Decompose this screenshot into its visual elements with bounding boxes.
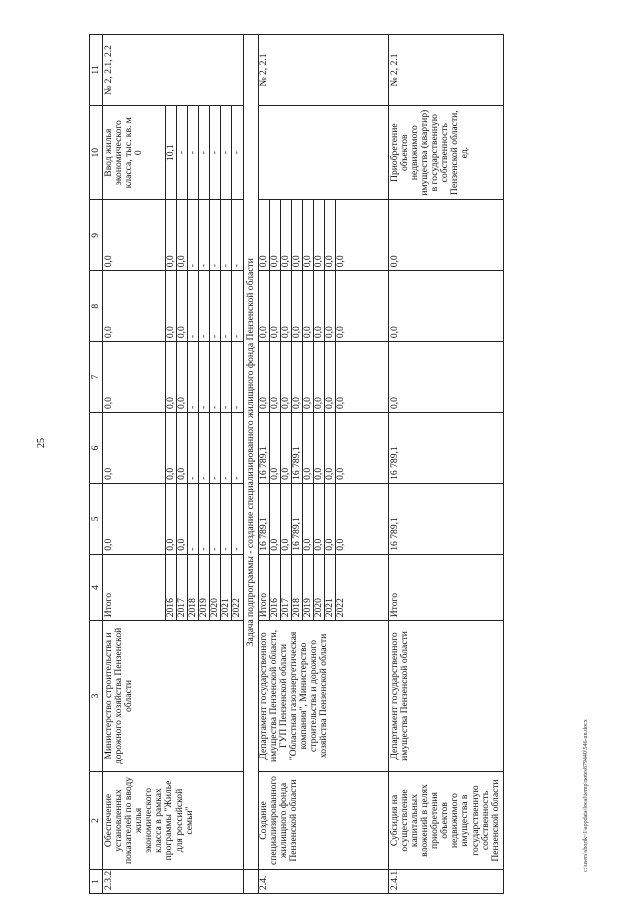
value-cell: 0,0 (177, 483, 188, 554)
col-header-11: 11 (90, 35, 103, 106)
task-row (243, 35, 258, 894)
value-cell: - (177, 105, 188, 199)
value-cell: - (199, 200, 210, 271)
row-number: 2.4. (258, 870, 388, 894)
file-path-footer: c:\users\sborik~1\appdata\local\temp\notes879440\546-un.docx (583, 719, 589, 872)
col-header-9: 9 (90, 200, 103, 271)
value-cell: 0,0 (313, 271, 324, 342)
value-cell: 0,0 (336, 342, 389, 413)
value-cell: 0,0 (324, 413, 335, 484)
value-cell: 10,1 (166, 105, 177, 199)
year-cell: 2021 (221, 554, 232, 621)
value-cell: 0,0 (313, 200, 324, 271)
col-header-10: 10 (90, 105, 103, 199)
measure-name: Создание специализированного жилищного фонда Пензенской области (258, 771, 388, 870)
value-cell: 16 789,1 (389, 483, 504, 554)
value-cell: 0,0 (269, 342, 280, 413)
value-cell: - (210, 200, 221, 271)
year-cell: 2018 (188, 554, 199, 621)
value-cell: - (210, 483, 221, 554)
table-row (389, 35, 504, 894)
value-cell: - (199, 342, 210, 413)
executor: Департамент государственного имущества Пензенской области, ГУП Пензенской области "Областная газоэнергетическая компания", Министерство строительства и дорожного хозяйства Пензенской области (258, 621, 388, 771)
executor: Министерство строительства и дорожного хозяйства Пензенской области (103, 621, 243, 771)
year-cell: Итого (258, 554, 269, 621)
value-cell: - (232, 105, 243, 199)
value-cell: 16 789,1 (291, 413, 302, 484)
value-cell: 0,0 (324, 200, 335, 271)
measure-name: Субсидия на осуществление капитальных вложений в целях приобретения объектов недвижимого имущества в государственную собственность Пензенской области (389, 771, 504, 870)
value-cell: 0,0 (269, 483, 280, 554)
value-cell: 0,0 (336, 271, 389, 342)
value-cell: 0,0 (166, 271, 177, 342)
year-cell: 2020 (313, 554, 324, 621)
value-cell: 0,0 (324, 271, 335, 342)
value-cell: 0,0 (280, 342, 291, 413)
value-cell: - (221, 105, 232, 199)
value-cell: 0,0 (389, 271, 504, 342)
value-cell: - (210, 342, 221, 413)
value-cell: 0,0 (166, 483, 177, 554)
value-cell: 0,0 (302, 483, 313, 554)
table-row (103, 35, 166, 894)
value-cell: - (199, 483, 210, 554)
value-cell: - (199, 413, 210, 484)
value-cell: - (188, 483, 199, 554)
indicator-cell: Приобретение объектов недвижимого имущества (квартир) в государственную собственность Пензенской области, ед. (389, 105, 504, 199)
measure-name: Обеспечение установленных показателей по вводу жилья экономического класса в рамках программы "Жилье для российской семьи" (103, 771, 243, 870)
value-cell: - (232, 413, 243, 484)
row-number: 2.3.2. (103, 870, 243, 894)
value-cell: 0,0 (258, 271, 269, 342)
value-cell: 0,0 (269, 271, 280, 342)
executor: Департамент государственного имущества Пензенской области (389, 621, 504, 771)
links-cell: № 2, 2.1 (258, 35, 388, 106)
value-cell: 0,0 (258, 200, 269, 271)
value-cell: 0,0 (103, 342, 166, 413)
value-cell: - (188, 200, 199, 271)
value-cell: 0,0 (389, 342, 504, 413)
value-cell: 0,0 (177, 413, 188, 484)
value-cell: 0,0 (302, 271, 313, 342)
value-cell: 0,0 (269, 413, 280, 484)
value-cell: - (232, 271, 243, 342)
value-cell: 0,0 (324, 483, 335, 554)
year-cell: 2020 (210, 554, 221, 621)
value-cell: 0,0 (166, 200, 177, 271)
value-cell: 0,0 (291, 342, 302, 413)
indicator-name: Ввод жилья экономического класса, тыс. кв. м (103, 117, 135, 189)
value-cell: 0,0 (258, 342, 269, 413)
table-row (258, 35, 269, 894)
value-cell: 0,0 (302, 200, 313, 271)
value-cell: 0,0 (280, 271, 291, 342)
value-cell: - (221, 342, 232, 413)
value-cell: 0,0 (269, 200, 280, 271)
task-num-empty (243, 870, 258, 894)
value-cell: - (188, 271, 199, 342)
links-cell: № 2, 2.1, 2.2 (103, 35, 243, 106)
value-cell: 0,0 (313, 342, 324, 413)
value-cell: - (232, 342, 243, 413)
year-cell: 2017 (280, 554, 291, 621)
value-cell: 0,0 (389, 200, 504, 271)
value-cell: 0,0 (313, 483, 324, 554)
value-cell: - (199, 105, 210, 199)
year-cell: 2018 (291, 554, 302, 621)
value-cell: 0,0 (302, 342, 313, 413)
year-cell: 2016 (166, 554, 177, 621)
program-table (89, 34, 504, 894)
value-cell: 0,0 (177, 271, 188, 342)
indicator-cell (258, 105, 388, 199)
col-header-5: 5 (90, 483, 103, 554)
year-cell: 2019 (199, 554, 210, 621)
year-cell: 2019 (302, 554, 313, 621)
value-cell: 0,0 (103, 483, 166, 554)
value-cell: 0,0 (103, 271, 166, 342)
value-cell: 0,0 (291, 271, 302, 342)
value-cell: 0,0 (291, 200, 302, 271)
value-cell: 0,0 (336, 483, 389, 554)
value-cell: 0,0 (336, 200, 389, 271)
value-cell: 0,0 (280, 413, 291, 484)
col-header-7: 7 (90, 342, 103, 413)
col-header-8: 8 (90, 271, 103, 342)
rotated-table-wrapper (89, 34, 619, 894)
value-cell: 0,0 (336, 413, 389, 484)
value-cell: 16 789,1 (258, 483, 269, 554)
links-cell: № 2, 2.1 (389, 35, 504, 106)
value-cell: - (232, 200, 243, 271)
value-cell: - (232, 483, 243, 554)
page-number: 25 (36, 438, 47, 448)
value-cell: - (188, 413, 199, 484)
year-cell: 2016 (269, 554, 280, 621)
value-cell: - (188, 105, 199, 199)
value-cell: - (221, 483, 232, 554)
row-number: 2.4.1. (389, 870, 504, 894)
value-cell: 16 789,1 (389, 413, 504, 484)
col-header-3: 3 (90, 621, 103, 771)
year-cell: 2022 (232, 554, 243, 621)
col-header-6: 6 (90, 413, 103, 484)
value-cell: - (221, 200, 232, 271)
col-header-2: 2 (90, 771, 103, 870)
value-cell: 0,0 (103, 200, 166, 271)
value-cell: 0,0 (302, 413, 313, 484)
value-cell: - (221, 413, 232, 484)
task-text: Задача подпрограммы - создание специализированного жилищного фонда Пензенской области (243, 35, 258, 870)
value-cell: - (210, 413, 221, 484)
value-cell: 0,0 (166, 413, 177, 484)
value-cell: - (199, 271, 210, 342)
column-number-header (90, 35, 103, 894)
value-cell: - (210, 271, 221, 342)
value-cell: 16 789,1 (258, 413, 269, 484)
value-cell: 0,0 (177, 342, 188, 413)
year-cell: 2021 (324, 554, 335, 621)
year-cell: Итого (103, 554, 166, 621)
col-header-1: 1 (90, 870, 103, 894)
value-cell: 0,0 (166, 342, 177, 413)
indicator-value: 0 (133, 150, 145, 156)
value-cell: 0,0 (313, 413, 324, 484)
value-cell: - (188, 342, 199, 413)
value-cell: 0,0 (103, 413, 166, 484)
indicator-cell (103, 105, 166, 199)
col-header-4: 4 (90, 554, 103, 621)
year-cell: 2017 (177, 554, 188, 621)
value-cell: 0,0 (280, 483, 291, 554)
value-cell: - (210, 105, 221, 199)
year-cell: Итого (389, 554, 504, 621)
value-cell: 0,0 (324, 342, 335, 413)
value-cell: - (221, 271, 232, 342)
year-cell: 2022 (336, 554, 389, 621)
value-cell: 0,0 (280, 200, 291, 271)
value-cell: 0,0 (177, 200, 188, 271)
value-cell: 16 789,1 (291, 483, 302, 554)
